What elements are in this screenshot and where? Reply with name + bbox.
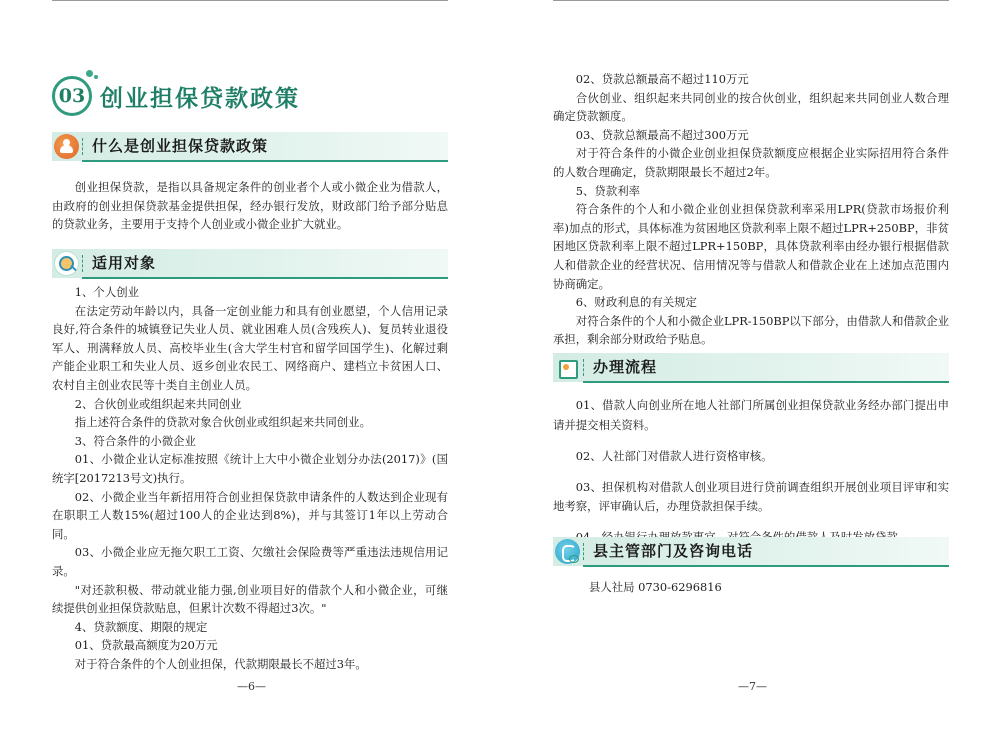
section-header-process bbox=[553, 353, 949, 382]
contact-line: 县人社局 0730-6296816 bbox=[589, 580, 722, 594]
section-title: 办理流程 bbox=[593, 358, 658, 376]
paragraph: 对于符合条件的小微企业创业担保贷款额度应根据企业实际招用符合条件的人数合理确定，贷款期限最长不超过2年。 bbox=[553, 146, 949, 179]
process-step: 01、借款人向创业所在地人社部门所属创业担保贷款业务经办部门提出申请并提交相关资料。 bbox=[553, 398, 949, 432]
process-steps bbox=[553, 396, 949, 559]
phone-icon bbox=[555, 539, 580, 564]
paragraph: 3、符合条件的小微企业 bbox=[74, 433, 196, 448]
process-step: 03、担保机构对借款人创业项目进行贷前调查组织开展创业项目评审和实地考察，评审确认后，办理贷款担保手续。 bbox=[553, 479, 949, 513]
divider bbox=[583, 543, 584, 560]
section-underline bbox=[82, 160, 448, 162]
paragraph: 03、贷款总额最高不超过300万元 bbox=[575, 127, 749, 142]
chapter-title: 创业担保贷款政策 bbox=[100, 85, 300, 112]
section-header-what-is bbox=[52, 132, 448, 161]
section-title: 什么是创业担保贷款政策 bbox=[92, 137, 269, 155]
section-underline bbox=[583, 381, 949, 383]
section2-body bbox=[52, 283, 448, 673]
paragraph: 合伙创业、组织起来共同创业的按合伙创业，组织起来共同创业人数合理确定贷款额度。 bbox=[553, 90, 949, 124]
section-underline bbox=[82, 277, 448, 279]
paragraph: "对还款积极、带动就业能力强,创业项目好的借款个人和小微企业，可继续提供创业担保贷款贴息，但累计次数不得超过3次。" bbox=[52, 582, 448, 616]
page-number: —7— bbox=[738, 680, 767, 693]
paragraph: 02、贷款总额最高不超过110万元 bbox=[575, 72, 749, 86]
paragraph: 符合条件的个人和小微企业创业担保贷款利率采用LPR(贷款市场报价利率)加点的形式，具体标准为贫困地区贷款利率上限不超过LPR+250BP，非贫困地区贷款利率上限不超过LPR+150BP，具体贷款利率由经办银行根据借款人和借款企业的经营状况、信用情况等与借款人和借款企业在上述加点范围内协商确定。 bbox=[553, 202, 949, 291]
paragraph: 02、小微企业当年新招用符合创业担保贷款申请条件的人数达到企业现有在职职工人数15%(超过100人的企业达到8%)，并与其签订1年以上劳动合同。 bbox=[52, 489, 448, 541]
process-step: 02、人社部门对借款人进行资格审核。 bbox=[575, 448, 773, 463]
paragraph: 4、贷款额度、期限的规定 bbox=[74, 619, 208, 634]
section-title: 适用对象 bbox=[92, 254, 157, 272]
paragraph: 01、贷款最高额度为20万元 bbox=[74, 638, 218, 653]
section-title: 县主管部门及咨询电话 bbox=[593, 542, 754, 560]
paragraph: 5、贷款利率 bbox=[575, 183, 640, 198]
top-rule bbox=[52, 0, 448, 1]
paragraph: 指上述符合条件的贷款对象合伙创业或组织起来共同创业。 bbox=[74, 415, 371, 430]
paragraph: 1、个人创业 bbox=[74, 285, 139, 299]
paragraph: 对于符合条件的个人创业担保，代款期限最长不超过3年。 bbox=[74, 656, 367, 671]
paragraph: 03、小微企业应无拖欠职工工资、欠缴社会保险费等严重违法违规信用记录。 bbox=[52, 545, 448, 578]
paragraph: 在法定劳动年龄以内，具备一定创业能力和具有创业愿望，个人信用记录良好,符合条件的城镇登记失业人员、就业困难人员(含残疾人)、复员转业退役军人、刑满释放人员、高校毕业生(含大学生村官和留学回国学生)、化解过剩产能企业职工和失业人员、返乡创业农民工、网络商户、建档立卡贫困人口、农村自主创业农民等十类自主创业人员。 bbox=[52, 303, 448, 392]
section-header-eligibility bbox=[52, 249, 448, 278]
magnifier-icon bbox=[54, 251, 79, 276]
people-icon bbox=[54, 134, 79, 159]
right-body bbox=[553, 70, 949, 349]
section1-body bbox=[52, 178, 448, 234]
decor-dot-icon bbox=[86, 70, 93, 77]
section-header-contact bbox=[553, 537, 949, 566]
paragraph: 对符合条件的个人和小微企业LPR-150BP以下部分，由借款人和借款企业承担，剩余部分财政给予贴息。 bbox=[553, 313, 949, 347]
paragraph: 2、合伙创业或组织起来共同创业 bbox=[74, 396, 242, 411]
chapter-number-badge: 03 bbox=[52, 76, 92, 116]
divider bbox=[583, 359, 584, 376]
left-page bbox=[52, 0, 448, 736]
top-rule bbox=[553, 0, 949, 1]
process-icon bbox=[555, 355, 580, 380]
page-number: —6— bbox=[237, 680, 266, 693]
chapter-heading bbox=[52, 68, 448, 122]
contact-info bbox=[589, 578, 949, 597]
divider bbox=[82, 255, 83, 272]
section-underline bbox=[583, 565, 949, 567]
paragraph: 6、财政利息的有关规定 bbox=[575, 295, 697, 310]
decor-dot-icon bbox=[94, 75, 98, 79]
paragraph: 01、小微企业认定标准按照《统计上大中小微企业划分办法(2017)》(国统字[2017213号文)执行。 bbox=[52, 452, 448, 485]
paragraph: 创业担保贷款，是指以具备规定条件的创业者个人或小微企业为借款人，由政府的创业担保贷款基金提供担保，经办银行发放，财政部门给予部分贴息的贷款业务，主要用于支持个人创业或小微企业扩大就业。 bbox=[52, 180, 448, 232]
right-page bbox=[553, 0, 949, 736]
divider bbox=[82, 138, 83, 155]
